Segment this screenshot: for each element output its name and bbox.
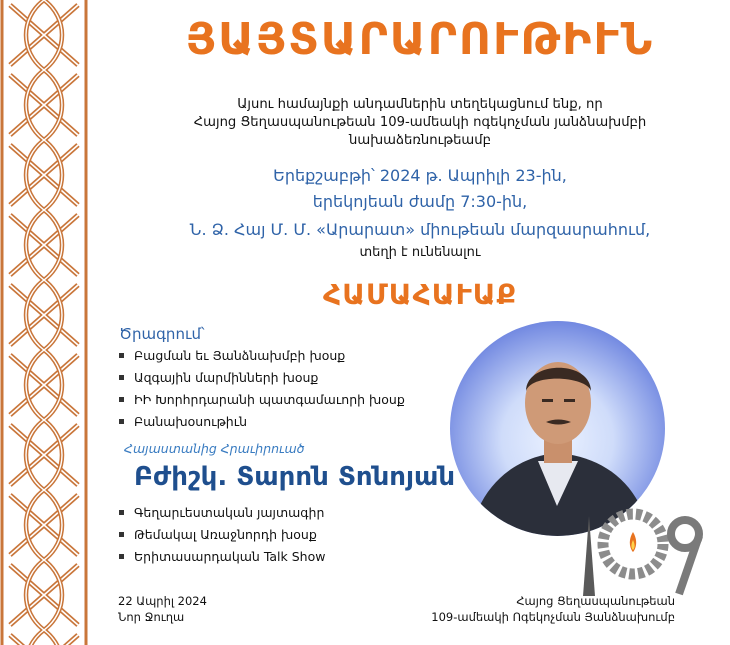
event-time: երեկոյեան ժամը 7:30-ին, [312, 192, 528, 211]
list-item [119, 367, 405, 389]
footer-place: Նոր Ջուղա [118, 610, 185, 624]
logo-text: 109 [575, 496, 577, 497]
footer-date-place [118, 593, 207, 625]
event-title: ՀԱՄԱՀԱՒԱՔ [322, 278, 518, 311]
intro-line: Այսու համայնքի անդամներին տեղեկացնում ենք, որ [237, 97, 603, 112]
list-item [119, 524, 325, 546]
guest-name: Բժիշկ. Տարոն Տոնոյան [134, 462, 456, 492]
list-item-text: Երիտասարդական Talk Show [134, 549, 326, 564]
bullet-icon [119, 419, 124, 424]
bullet-icon [119, 375, 124, 380]
list-item-text: Գեղարւեստական յայտագիր [134, 505, 325, 520]
footer-date: 22 Ապրիլ 2024 [118, 594, 207, 608]
guest-invited-note: Հայաստանից Հրաւիրուած [124, 441, 305, 456]
list-item-text: Թեմակալ Առաջնորդի խօսք [134, 527, 317, 542]
intro-line: Հայոց Ցեղասպանութեան 109-ամեակի ոգեկոչման յանձնախմբի [193, 115, 647, 130]
bullet-icon [119, 554, 124, 559]
list-item-text: Ազգային մարմինների խօսք [134, 370, 319, 385]
event-place: Ն. Ձ. Հայ Մ. Մ. «Արարատ» միութեան մարզասրահում, [189, 220, 651, 239]
bullet-icon [119, 510, 124, 515]
will-take-place-text: տեղի է ունենալու [359, 245, 481, 260]
announcement-title: ՅԱՅՏԱՐԱՐՈՒԹԻՒՆ [185, 14, 655, 65]
bullet-icon [119, 397, 124, 402]
list-item [119, 546, 325, 568]
list-item-text: Բացման եւ Յանձնախմբի խօսք [134, 348, 346, 363]
program-heading: Ծրագրում՝ [119, 325, 205, 343]
event-date: Երեքշաբթի՝ 2024 թ. Ապրիլի 23-ին, [273, 166, 567, 185]
footer-committee [420, 593, 675, 625]
list-item [119, 345, 405, 367]
list-item [119, 389, 405, 411]
list-item-text: ԻԻ Խորհրդարանի պատգամաւորի խօսք [134, 392, 405, 407]
program-list [119, 345, 405, 433]
bullet-icon [119, 353, 124, 358]
bullet-icon [119, 532, 124, 537]
list-item-text: Բանախօսութիւն [134, 414, 248, 429]
intro-paragraph [110, 96, 730, 150]
program-list-continued [119, 502, 325, 568]
commemoration-109-logo [575, 496, 710, 596]
committee-line: Հայոց Ցեղասպանութեան [516, 594, 675, 608]
decorative-knot-border [0, 0, 88, 645]
list-item [119, 411, 405, 433]
committee-line: 109-ամեակի Ոգեկոչման Յանձնախումբ [431, 610, 675, 624]
intro-line: նախաձեռնութեամբ [348, 133, 491, 148]
list-item [119, 502, 325, 524]
